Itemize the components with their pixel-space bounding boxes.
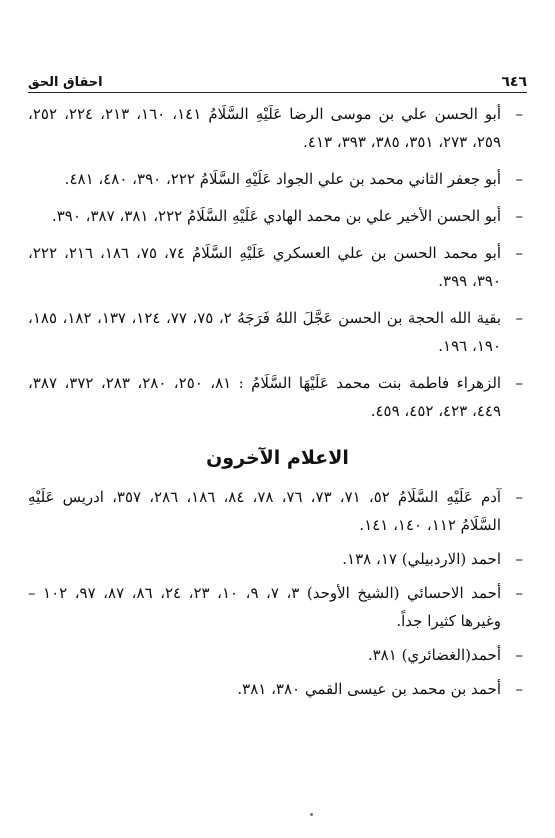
entry-text: أحمد الاحسائي (الشيخ الأوحد) ٣، ٧، ٩، ١٠، ٢٣، ٢٤، ٨٦، ٨٧، ٩٧، ١٠٢ – وغيرها كثيرا جداً. [28,584,502,630]
index-entry [28,239,527,295]
index-entries [28,100,527,709]
index-entry [28,369,527,425]
running-title: احقاق الحق [28,75,103,90]
page-header [28,68,527,90]
entry-text: أبو الحسن علي بن موسى الرضا عَلَيْهِ السَّلَامُ ١٤١، ١٦٠، ٢١٣، ٢٢٤، ٢٥٢، ٢٥٩، ٢٧٣، ٣٥١، ٣٨٥، ٣٩٣، ٤١٣. [28,105,501,151]
entry-text: أبو محمد الحسن بن علي العسكري عَلَيْهِ السَّلَامُ ٧٤، ٧٥، ١٨٦، ٢١٦، ٢٢٢، ٣٩٠، ٣٩٩. [28,244,502,290]
entry-text: آدم عَلَيْهِ السَّلَامُ ٥٢، ٧١، ٧٣، ٧٦، ٧٨، ٨٤، ١٨٦، ٢٨٦، ٣٥٧، ادريس عَلَيْهِ السَّلَامُ ١١٢، ١٤٠، ١٤١. [28,488,502,534]
index-entry [28,304,527,360]
index-entry [28,202,527,230]
entry-text: بقية الله الحجة بن الحسن عَجَّلَ اللهُ فَرَجَهُ ٢، ٧٥، ٧٧، ١٢٤، ١٣٧، ١٨٢، ١٨٥، ١٩٠، ١٩٦. [28,309,502,355]
entry-text: أحمد(الغضائري) ٣٨١. [367,646,501,664]
entry-dash: – [515,550,523,568]
section-heading: الاعلام الآخرون [206,447,349,469]
header-rule [28,92,527,93]
index-entry [28,641,527,669]
entry-dash: – [515,680,523,698]
entry-dash: – [515,207,523,225]
entry-text: الزهراء فاطمة بنت محمد عَلَيْهَا السَّلَامُ : ٨١، ٢٥٠، ٢٨٠، ٢٨٣، ٣٧٢، ٣٨٧، ٤٤٩، ٤٢٣، ٤٥٢، ٤٥٩. [28,374,502,420]
entry-text: أبو الحسن الأخير علي بن محمد الهادي عَلَيْهِ السَّلَامُ ٢٢٢، ٣٨١، ٣٨٧، ٣٩٠. [51,207,501,225]
entry-dash: – [515,244,523,262]
entry-text: أحمد بن محمد بن عيسى القمي ٣٨٠، ٣٨١. [237,680,501,698]
index-entry [28,675,527,703]
entry-text: احمد (الاردبيلي) ١٧، ١٣٨. [342,550,501,568]
index-entry [28,165,527,193]
index-entry [28,100,527,156]
index-entry [28,483,527,539]
entry-dash: – [515,105,523,123]
page-number: ٦٤٦ [501,74,527,90]
entry-dash: – [515,374,523,392]
entry-dash: – [515,170,523,188]
footer-dot [310,813,313,816]
entry-dash: – [515,309,523,327]
entry-dash: – [515,584,523,602]
entry-dash: – [515,646,523,664]
index-entry [28,545,527,573]
entry-dash: – [515,488,523,506]
entry-text: أبو جعفر الثاني محمد بن علي الجواد عَلَيْهِ السَّلَامُ ٢٢٢، ٣٩٠، ٤٨٠، ٤٨١. [64,170,501,188]
index-entry [28,579,527,635]
